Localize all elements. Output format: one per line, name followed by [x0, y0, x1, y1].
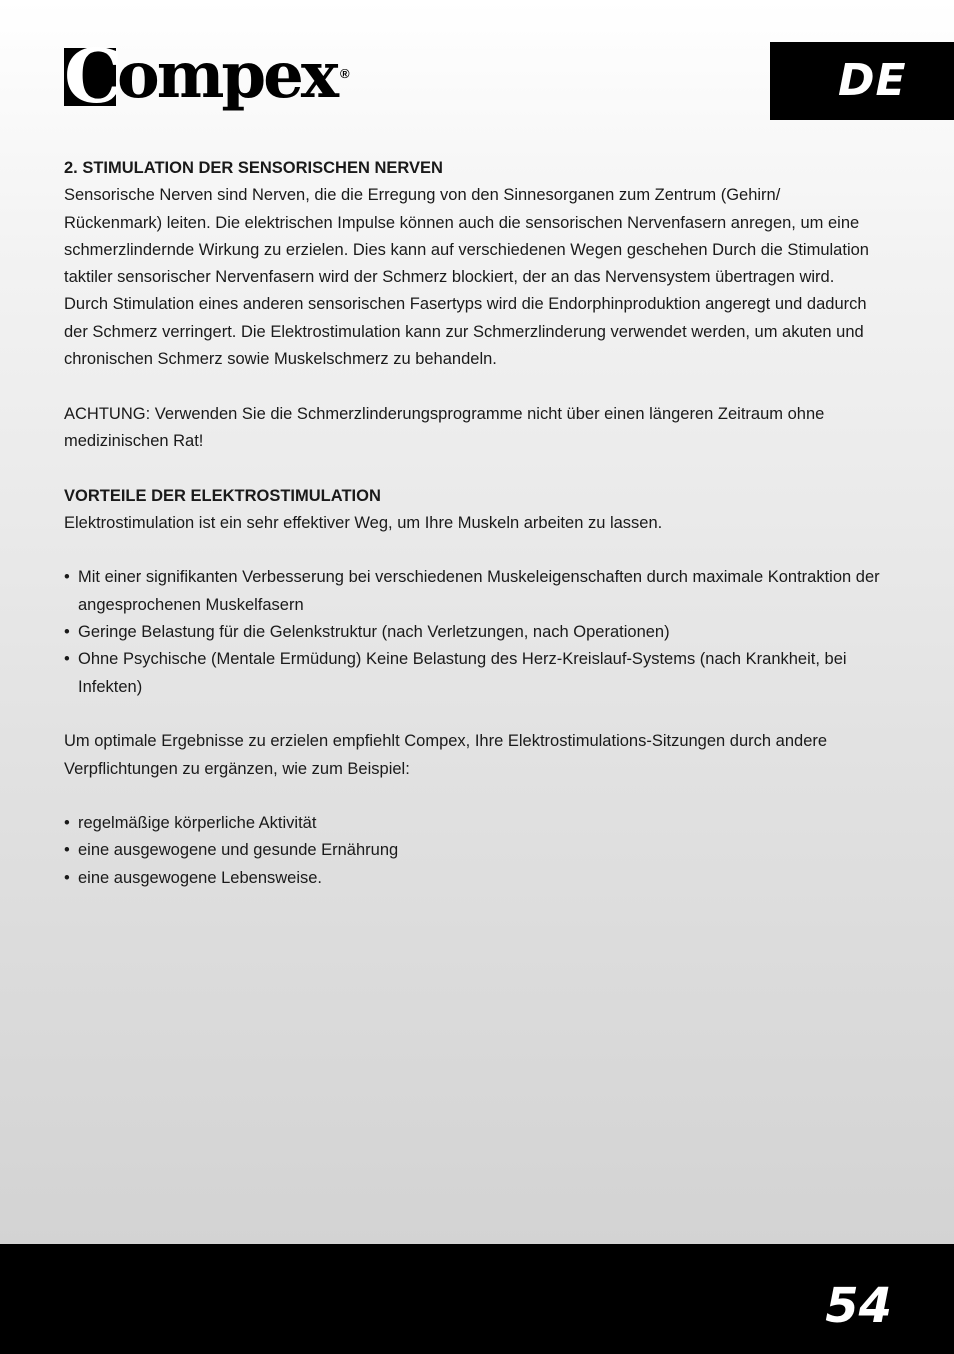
spacer: [64, 455, 882, 482]
benefits-list: [64, 564, 882, 700]
list-item: • Mit einer signifikanten Verbesserung bei verschiedenen Muskeleigenschaften durch maximale Kontraktion der angesprochenen Muskelfasern: [64, 564, 882, 619]
list-item: • Ohne Psychische (Mentale Ermüdung) Keine Belastung des Herz-Kreislauf-Systems (nach Krankheit, bei Infekten): [64, 646, 882, 701]
spacer: [64, 373, 882, 400]
footer-bar: [0, 1244, 954, 1354]
spacer: [64, 783, 882, 810]
list-item: • eine ausgewogene Lebensweise.: [64, 865, 882, 892]
language-label: DE: [838, 55, 907, 106]
recommendation-paragraph: Um optimale Ergebnisse zu erzielen empfiehlt Compex, Ihre Elektrostimulations-Sitzungen durch andere Verpflichtungen zu ergänzen, wie zum Beispiel:: [64, 732, 828, 778]
page-content: [64, 155, 882, 892]
registered-mark: ®: [340, 66, 350, 81]
sensory-nerves-paragraph: Sensorische Nerven sind Nerven, die die Erregung von den Sinnesorganen zum Zentrum (Gehirn/ Rückenmark) leiten. Die elektrischen Impulse können auch die sensorischen Nervenfasern anregen, um eine schmerzlindernde Wirkung zu erzielen. Dies kann auf verschiedenen Wegen geschehen Durch die Stimulation taktiler sensorischer Nervenfasern wird der Schmerz blockiert, der an das Nervensystem übertragen wird. Durch Stimulation eines anderen sensorischen Fasertyps wird die Endorphinproduktion angeregt und dadurch der Schmerz verringert. Die Elektrostimulation kann zur Schmerzlinderung verwendet werden, um akuten und chronischen Schmerz sowie Muskelschmerz zu behandeln.: [64, 186, 869, 369]
compex-logo: [64, 34, 350, 120]
spacer: [64, 537, 882, 564]
tips-list: [64, 810, 882, 892]
section-heading-sensory-nerves: 2. STIMULATION DER SENSORISCHEN NERVEN: [64, 159, 443, 177]
logo-initial: C: [64, 34, 123, 120]
list-item: • eine ausgewogene und gesunde Ernährung: [64, 837, 882, 864]
list-item: • regelmäßige körperliche Aktivität: [64, 810, 882, 837]
logo-wordmark: ompex: [117, 38, 337, 113]
list-item: • Geringe Belastung für die Gelenkstruktur (nach Verletzungen, nach Operationen): [64, 619, 882, 646]
language-tab: [770, 42, 954, 120]
benefits-intro: Elektrostimulation ist ein sehr effektiver Weg, um Ihre Muskeln arbeiten zu lassen.: [64, 513, 663, 532]
section-heading-benefits: VORTEILE DER ELEKTROSTIMULATION: [64, 486, 381, 505]
warning-paragraph: ACHTUNG: Verwenden Sie die Schmerzlinderungsprogramme nicht über einen längeren Zeitraum ohne medizinischen Rat!: [64, 404, 825, 450]
spacer: [64, 701, 882, 728]
page-number: 54: [825, 1278, 892, 1334]
